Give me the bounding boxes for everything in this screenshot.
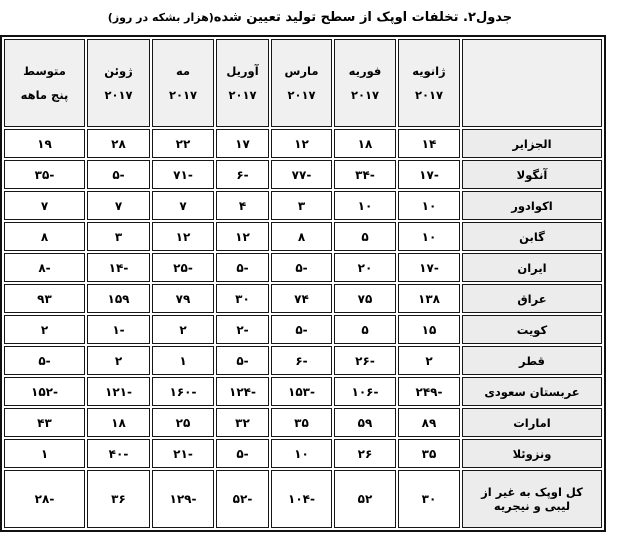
country-name-cell: عراق — [462, 284, 602, 313]
header-month-label: ژوئن — [104, 63, 133, 78]
country-name-cell: قطر — [462, 346, 602, 375]
header-cell-january — [398, 39, 460, 127]
country-name-cell: گابن — [462, 222, 602, 251]
value-cell-mar: ۱۰۴- — [271, 470, 332, 528]
value-cell-jan: ۱۷- — [398, 253, 460, 282]
value-cell-may: ۲۱- — [152, 439, 214, 468]
value-cell-feb: ۲۶- — [334, 346, 396, 375]
value-cell-may: ۷۹ — [152, 284, 214, 313]
header-cell-five-month-average — [4, 39, 85, 127]
value-cell-avg: ۵- — [4, 346, 85, 375]
header-month-label: ژانویه — [412, 63, 446, 78]
value-cell-mar: ۱۲ — [271, 129, 332, 158]
table-row — [4, 160, 602, 189]
table-row — [4, 129, 602, 158]
header-year-label: ۲۰۱۷ — [287, 88, 316, 102]
value-cell-apr: ۵- — [216, 439, 269, 468]
header-cell-june — [87, 39, 150, 127]
value-cell-mar: ۷۴ — [271, 284, 332, 313]
value-cell-avg: ۱۵۲- — [4, 377, 85, 406]
value-cell-may: ۲۵- — [152, 253, 214, 282]
value-cell-feb: ۵۲ — [334, 470, 396, 528]
value-cell-apr: ۵- — [216, 346, 269, 375]
country-name-cell: ونزوئلا — [462, 439, 602, 468]
table-row — [4, 439, 602, 468]
value-cell-jun: ۲۸ — [87, 129, 150, 158]
opec-deviations-table — [0, 35, 606, 532]
value-cell-feb: ۵ — [334, 315, 396, 344]
country-name-cell: عربستان سعودی — [462, 377, 602, 406]
table-row — [4, 470, 602, 528]
value-cell-avg: ۷ — [4, 191, 85, 220]
header-label: متوسط — [23, 63, 66, 78]
value-cell-jan: ۱۷- — [398, 160, 460, 189]
value-cell-mar: ۷۷- — [271, 160, 332, 189]
value-cell-avg: ۱۹ — [4, 129, 85, 158]
table-row — [4, 253, 602, 282]
header-label: پنج ماهه — [20, 88, 69, 102]
value-cell-apr: ۵۲- — [216, 470, 269, 528]
value-cell-may: ۱۶۰- — [152, 377, 214, 406]
value-cell-avg: ۹۳ — [4, 284, 85, 313]
header-cell-february — [334, 39, 396, 127]
value-cell-feb: ۷۵ — [334, 284, 396, 313]
value-cell-may: ۲ — [152, 315, 214, 344]
value-cell-jan: ۲ — [398, 346, 460, 375]
header-month-label: آوریل — [226, 63, 259, 78]
value-cell-jun: ۱۸ — [87, 408, 150, 437]
table-title-unit: (هزار بشکه در روز) — [107, 11, 214, 24]
value-cell-jun: ۷ — [87, 191, 150, 220]
table-title-main: جدول۲. تخلفات اوپک از سطح تولید تعیین شده — [213, 10, 513, 25]
value-cell-jan: ۱۰ — [398, 222, 460, 251]
value-cell-avg: ۲ — [4, 315, 85, 344]
table-row — [4, 191, 602, 220]
table-row — [4, 315, 602, 344]
header-cell-country — [462, 39, 602, 127]
value-cell-jun: ۱- — [87, 315, 150, 344]
table-row — [4, 377, 602, 406]
value-cell-apr: ۳۲ — [216, 408, 269, 437]
value-cell-may: ۱۲ — [152, 222, 214, 251]
value-cell-apr: ۱۲۴- — [216, 377, 269, 406]
value-cell-apr: ۶- — [216, 160, 269, 189]
value-cell-jun: ۳ — [87, 222, 150, 251]
value-cell-jun: ۱۲۱- — [87, 377, 150, 406]
country-name-cell: الجزایر — [462, 129, 602, 158]
header-month-label: مارس — [284, 63, 319, 78]
header-month-label: مه — [175, 63, 191, 78]
value-cell-jan: ۱۳۸ — [398, 284, 460, 313]
value-cell-feb: ۱۰۶- — [334, 377, 396, 406]
value-cell-mar: ۵- — [271, 315, 332, 344]
value-cell-apr: ۱۷ — [216, 129, 269, 158]
table-row — [4, 222, 602, 251]
header-cell-march — [271, 39, 332, 127]
value-cell-feb: ۳۴- — [334, 160, 396, 189]
value-cell-apr: ۳۰ — [216, 284, 269, 313]
country-name-cell: آنگولا — [462, 160, 602, 189]
country-name-cell: کل اوپک به غیر از لیبی و نیجریه — [462, 470, 602, 528]
value-cell-feb: ۲۶ — [334, 439, 396, 468]
value-cell-jun: ۵- — [87, 160, 150, 189]
value-cell-avg: ۳۵- — [4, 160, 85, 189]
value-cell-feb: ۱۰ — [334, 191, 396, 220]
header-cell-may — [152, 39, 214, 127]
value-cell-jan: ۸۹ — [398, 408, 460, 437]
value-cell-mar: ۳ — [271, 191, 332, 220]
value-cell-may: ۲۲ — [152, 129, 214, 158]
value-cell-mar: ۵- — [271, 253, 332, 282]
value-cell-jun: ۴۰- — [87, 439, 150, 468]
value-cell-jan: ۳۵ — [398, 439, 460, 468]
value-cell-apr: ۱۲ — [216, 222, 269, 251]
value-cell-avg: ۴۳ — [4, 408, 85, 437]
value-cell-jun: ۱۵۹ — [87, 284, 150, 313]
value-cell-feb: ۵۹ — [334, 408, 396, 437]
country-name-cell: امارات — [462, 408, 602, 437]
value-cell-mar: ۸ — [271, 222, 332, 251]
value-cell-may: ۲۵ — [152, 408, 214, 437]
header-cell-april — [216, 39, 269, 127]
value-cell-apr: ۵- — [216, 253, 269, 282]
table-row — [4, 408, 602, 437]
table-title — [10, 10, 610, 25]
value-cell-avg: ۸ — [4, 222, 85, 251]
value-cell-mar: ۱۰ — [271, 439, 332, 468]
header-year-label: ۲۰۱۷ — [168, 88, 198, 102]
header-month-label: فوریه — [348, 63, 382, 78]
value-cell-jan: ۲۴۹- — [398, 377, 460, 406]
country-name-cell: کویت — [462, 315, 602, 344]
value-cell-apr: ۲- — [216, 315, 269, 344]
table-body — [4, 129, 602, 528]
value-cell-jun: ۱۴- — [87, 253, 150, 282]
value-cell-feb: ۱۸ — [334, 129, 396, 158]
value-cell-may: ۱ — [152, 346, 214, 375]
value-cell-feb: ۵ — [334, 222, 396, 251]
value-cell-jan: ۱۰ — [398, 191, 460, 220]
country-name-cell: اکوادور — [462, 191, 602, 220]
value-cell-jun: ۳۶ — [87, 470, 150, 528]
header-year-label: ۲۰۱۷ — [350, 88, 380, 102]
value-cell-may: ۷ — [152, 191, 214, 220]
value-cell-may: ۱۲۹- — [152, 470, 214, 528]
header-row — [4, 39, 602, 127]
value-cell-mar: ۳۵ — [271, 408, 332, 437]
value-cell-jan: ۳۰ — [398, 470, 460, 528]
value-cell-mar: ۶- — [271, 346, 332, 375]
value-cell-avg: ۸- — [4, 253, 85, 282]
value-cell-feb: ۲۰ — [334, 253, 396, 282]
value-cell-apr: ۴ — [216, 191, 269, 220]
value-cell-mar: ۱۵۳- — [271, 377, 332, 406]
table-row — [4, 284, 602, 313]
value-cell-jan: ۱۴ — [398, 129, 460, 158]
header-year-label: ۲۰۱۷ — [228, 88, 257, 102]
table-row — [4, 346, 602, 375]
value-cell-avg: ۲۸- — [4, 470, 85, 528]
value-cell-jun: ۲ — [87, 346, 150, 375]
value-cell-jan: ۱۵ — [398, 315, 460, 344]
country-name-cell: ایران — [462, 253, 602, 282]
value-cell-may: ۷۱- — [152, 160, 214, 189]
value-cell-avg: ۱ — [4, 439, 85, 468]
table-header — [4, 39, 602, 127]
header-year-label: ۲۰۱۷ — [104, 88, 133, 102]
header-year-label: ۲۰۱۷ — [414, 88, 444, 102]
